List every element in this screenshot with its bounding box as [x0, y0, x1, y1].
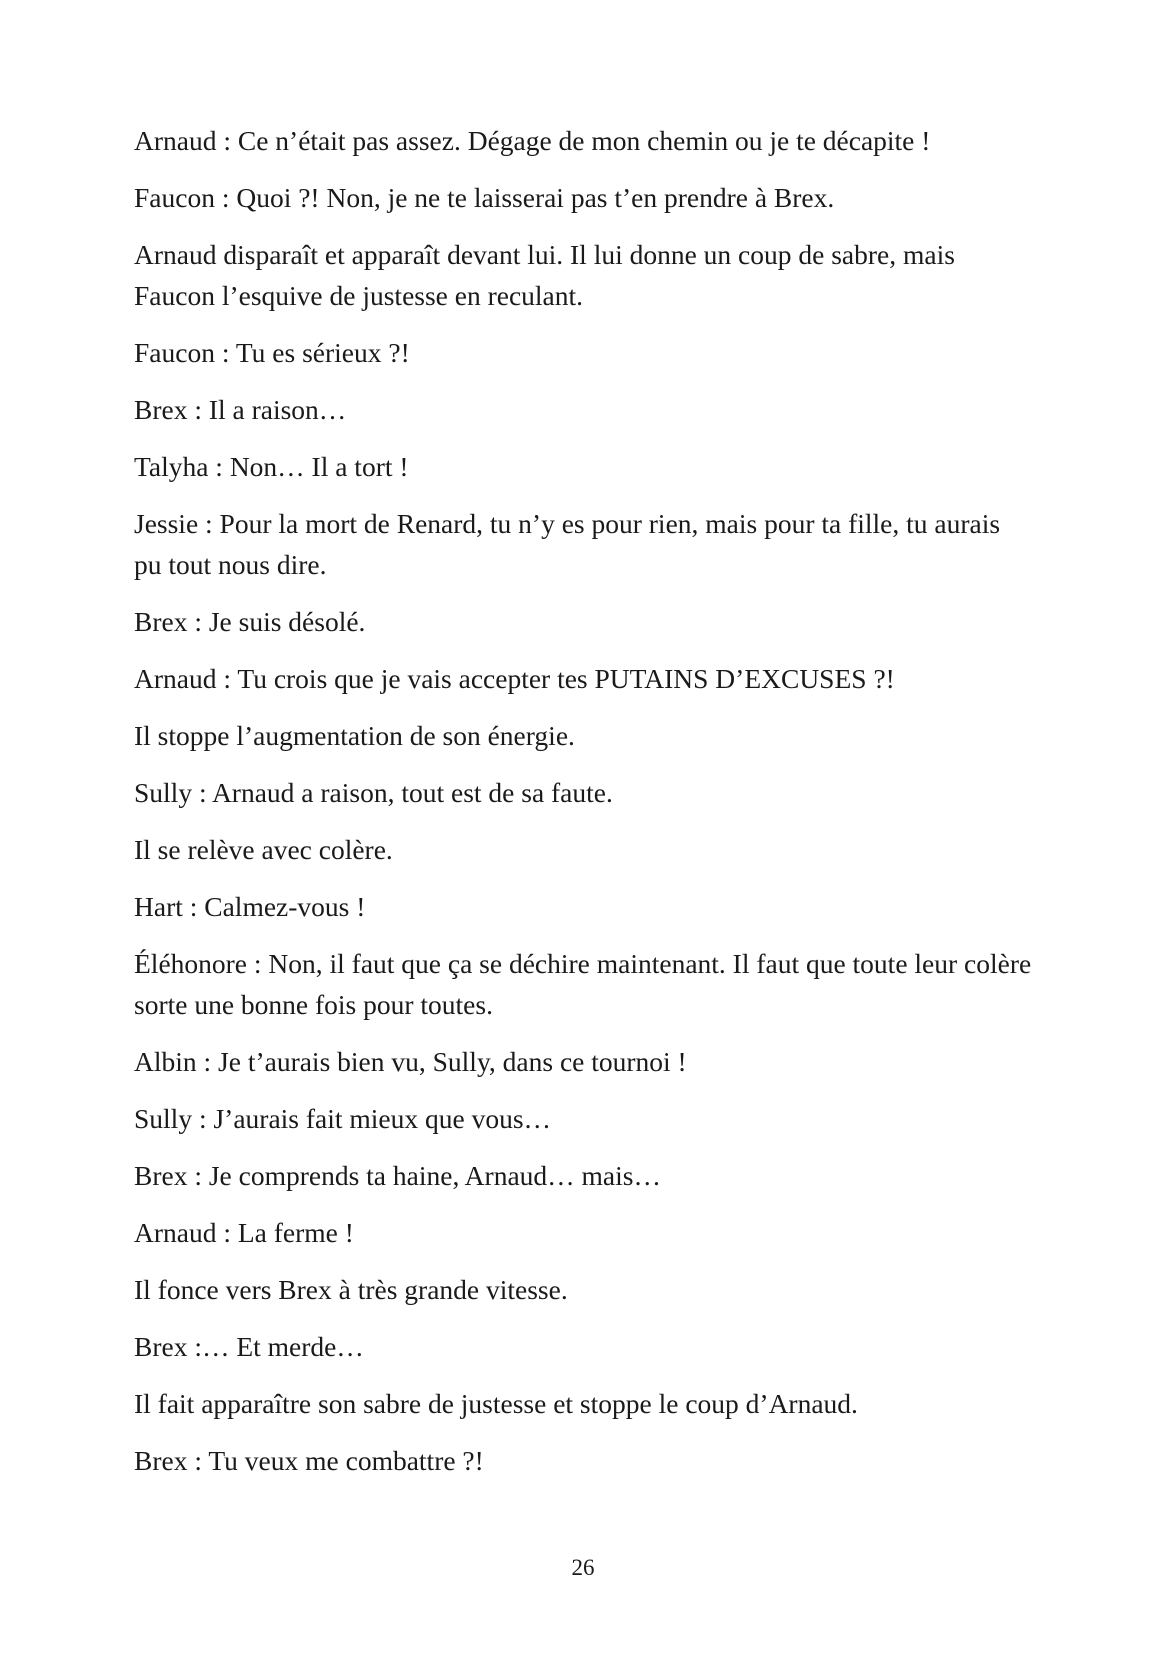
page-number: 26: [571, 1555, 595, 1580]
paragraph: Arnaud disparaît et apparaît devant lui. Il lui donne un coup de sabre, mais Faucon l’esquive de justesse en reculant.: [134, 239, 955, 311]
paragraph: Faucon : Quoi ?! Non, je ne te laisserai pas t’en prendre à Brex.: [134, 182, 835, 213]
paragraph: Brex : Tu veux me combattre ?!: [134, 1445, 484, 1476]
paragraph: Brex : Je suis désolé.: [134, 606, 366, 637]
paragraph: Arnaud : Ce n’était pas assez. Dégage de mon chemin ou je te décapite !: [134, 125, 931, 156]
paragraph: Arnaud : Tu crois que je vais accepter tes PUTAINS D’EXCUSES ?!: [134, 663, 895, 694]
paragraph: Sully : J’aurais fait mieux que vous…: [134, 1103, 552, 1134]
paragraph: Brex : Je comprends ta haine, Arnaud… mais…: [134, 1160, 661, 1191]
paragraph: Faucon : Tu es sérieux ?!: [134, 337, 410, 368]
paragraph: Arnaud : La ferme !: [134, 1217, 354, 1248]
paragraph: Brex : Il a raison…: [134, 394, 347, 425]
paragraph: Sully : Arnaud a raison, tout est de sa faute.: [134, 777, 613, 808]
paragraph: Hart : Calmez-vous !: [134, 891, 366, 922]
paragraph: Jessie : Pour la mort de Renard, tu n’y es pour rien, mais pour ta fille, tu aurais pu tout nous dire.: [134, 508, 1001, 580]
paragraph: Il fait apparaître son sabre de justesse et stoppe le coup d’Arnaud.: [134, 1388, 858, 1419]
paragraph: Brex :… Et merde…: [134, 1331, 364, 1362]
body-text: [134, 120, 1034, 1497]
paragraph: Il fonce vers Brex à très grande vitesse.: [134, 1274, 568, 1305]
paragraph: Il stoppe l’augmentation de son énergie.: [134, 720, 575, 751]
paragraph: Éléhonore : Non, il faut que ça se déchire maintenant. Il faut que toute leur colère sorte une bonne fois pour toutes.: [134, 948, 1032, 1020]
paragraph: Albin : Je t’aurais bien vu, Sully, dans ce tournoi !: [134, 1046, 687, 1077]
paragraph: Talyha : Non… Il a tort !: [134, 451, 409, 482]
paragraph: Il se relève avec colère.: [134, 834, 393, 865]
